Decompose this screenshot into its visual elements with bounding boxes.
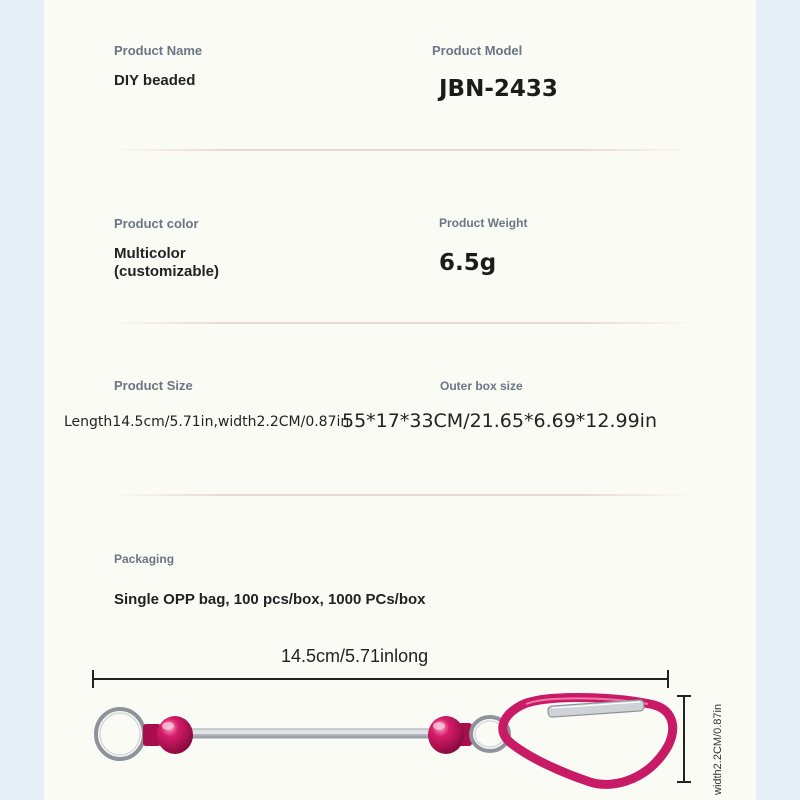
width-dimension-label: width2.2CM/0.87in (712, 703, 724, 795)
product-model-label: Product Model (432, 43, 523, 58)
product-color-value-line1: Multicolor (114, 245, 186, 262)
split-ring-left (96, 709, 144, 759)
outer-box-size-label: Outer box size (440, 379, 523, 393)
product-color-label: Product color (114, 216, 199, 231)
length-dimension-label: 14.5cm/5.71inlong (281, 646, 429, 666)
bead-right (428, 716, 472, 754)
packaging-value: Single OPP bag, 100 pcs/box, 1000 PCs/box (114, 591, 426, 608)
product-weight-label: Product Weight (439, 216, 528, 230)
product-name-value: DIY beaded (114, 72, 196, 89)
product-model-value: JBN-2433 (439, 76, 558, 102)
product-weight-value: 6.5g (439, 250, 497, 276)
packaging-label: Packaging (114, 552, 175, 566)
product-color-value-line2: (customizable) (114, 263, 220, 280)
carabiner-clip (503, 698, 673, 785)
product-size-value: Length14.5cm/5.71in,width2.2CM/0.87in (64, 414, 350, 430)
outer-box-size-value: 55*17*33CM/21.65*6.69*12.99in (342, 410, 658, 432)
width-dimension-line (677, 696, 691, 782)
length-dimension-line (93, 670, 668, 688)
product-size-label: Product Size (114, 378, 193, 393)
product-name-label: Product Name (114, 43, 203, 58)
bead-left (143, 716, 193, 754)
